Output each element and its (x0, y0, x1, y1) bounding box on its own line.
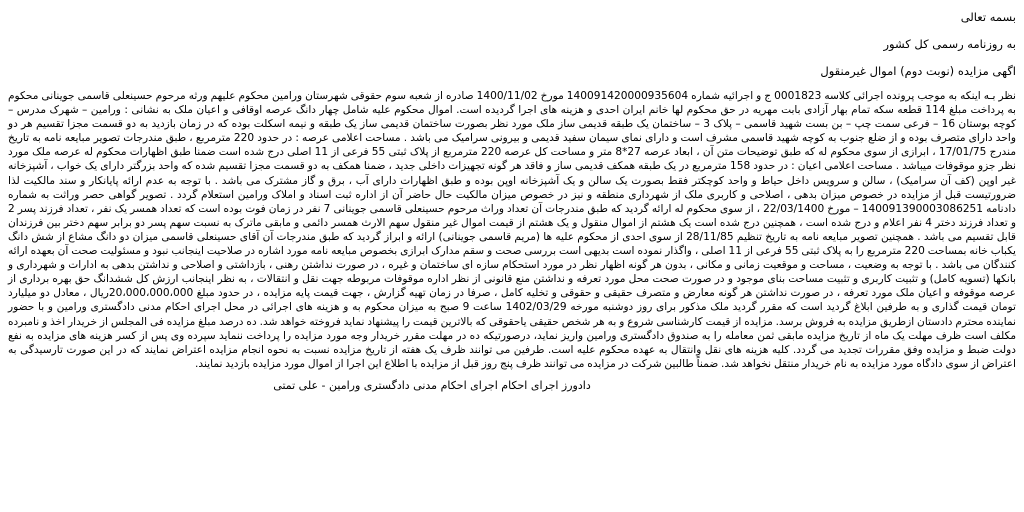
signature-line: دادورز اجرای احکام اجرای احکام مدنی دادگستری ورامین - علی تمتی (273, 378, 591, 392)
newspaper-line: به روزنامه رسمی کل کشور (883, 37, 1016, 51)
notice-paragraph: نظر بـه اینکه به موجب پرونده اجرائی کلاسه 0001823 ج و اجرائیه شماره 140091420000935604 مورخ 1400/11/02 صادره از شعبه سوم حقوقی شهرستان ورامین محکوم علیهم ورثه مرحوم حسینعلی قاسمی جوینانی محکوم به پرداخت مبلغ 114 قطعه سکه تمام بهار آزادی بابت مهریه در حق محکوم لها خانم ایران احدی و هزینه های اجرا گردیده است. اموال محکوم علیه شامل چهار دانگ عرصه اوقافی و اعیان ملک به نشانی : ورامین – شهرک مدرس – کوچه بوستان 16 – فرعی سمت چپ – بن بست شهید قاسمی – پلاک 3 – ساختمان یک طبقه قدیمی ساز ملک مورد نظر بصورت ساختمان قدیمی ساز یک طبقه و نیمه اسکلت بوده که در زمان بازدید به دو قسمت مجزا تقسیم هر دو واحد دارای متصرف بوده و از ضلع جنوب به کوچه شهید قاسمی مشرف است و دارای نمای سیمان سفید قدیمی و بیرونی سرامیک می باشد . مساحت اعلامی عرصه : در حدود 220 مترمربع ، طبق مندرجات تصویر مبایعه نامه به تاریخ مندرج 17/01/75 ، ابرازی از سوی محکوم له که طبق توضیحات متن آن ، ابعاد عرصه 27*8 متر و مساحت کل عرصه 220 مترمربع از پلاک ثبتی 55 فرعی از 11 اصلی درج شده است ضمنا طبق اظهارات محکوم له عرصه ملک مورد نظر جزو موقوفات میباشد . مساحت اعلامی اعیان : در حدود 158 مترمربع در یک طبقه همکف قدیمی ساز و فاقد هر گونه تجهیزات داخلی جدید ، ضمنا همکف به دو قسمت مجزا تقسیم شده که واحد بزرگتر دارای یک خواب ، آشپزخانه غیر اوپن (کف آن سرامیک) ، سالن و سرویس داخل حیاط و واحد کوچکتر فقط بصورت یک سالن و یک آشپزخانه اوپن بوده و طبق اظهارات دارای آب ، برق و گاز مشترک می باشد . با توجه به عدم ارائه پایانکار و سند مالکیت لذا ضرورتیست قبل از مزایده در خصوص میزان بدهی ، اصلاحی و کاربری ملک از شهرداری منطقه و نیز در خصوص میزان مالکیت حال حاضر آن از اداره ثبت اسناد و املاک ورامین استعلام گردد . تصویر گواهی حصر وراثت به شماره دادنامه 140091390003086251 – مورخ 22/03/1400 ، از سوی محکوم له ارائه گردید که طبق مندرجات آن تعداد وراث مرحوم حسینعلی قاسمی جوینانی 7 نفر در زمان فوت بوده است که تعداد همسر یک نفر ، تعداد فرزند پسر 2 و تعداد فرزند دختر 4 نفر اعلام و درج شده است ، همچنین درج شده است یک هشتم از اموال منقول و یک هشتم از قیمت اموال غیر منقول سهم الارث همسر دائمی و مابقی ماترک به نسبت سهم پسر دو برابر سهم دختر بین فرزندان قابل تقسیم می باشد . همچنین تصویر مبایعه نامه به تاریخ تنظیم 28/11/85 از سوی احدی از محکوم علیه ها (مریم قاسمی جوینانی) ارائه و ابراز گردید که طبق مندرجات آن آقای حسینعلی قاسمی میزان دو دانگ مشاع از شش دانگ یکباب خانه بمساحت 220 مترمربع را به پلاک ثبتی 55 فرعی از 11 اصلی ، واگذار نموده است بدیهی است بررسی صحت و سقم مدارک ابرازی بخصوص مبایعه نامه مورد اشاره در صلاحیت اینجانب نبود و مسئولیت صحت آن بعهده ارائه کنندگان می باشد . با توجه به وضعیت ، مساحت و موقعیت زمانی و مکانی ، بدون هر گونه اظهار نظر در مورد استحکام سازه ای ساختمان و غیره ، در صورت نداشتن رهنی ، بازداشتی و اصلاحی و نداشتن بدهی به ادارات و شهرداری و بانکها (تسویه کامل) و تثبیت کاربری و تثبیت مساحت بنای موجود و در صورت صحت محل مورد تعرفه و نداشتن منع قانونی از نظر اداره موقوفات مربوطه جهت نقل و انتقالات ، به نظر اینجانب ارزش کل ششدانگ حق بهره برداری از عرصه موقوفه و اعیان ملک مورد تعرفه ، در صورت نداشتن هر گونه معارض و متصرف حقیقی و حقوقی و تخلیه کامل ، صرفا در زمان تهیه گزارش ، جهت قیمت پایه مزایده ، در حدود مبلغ 20،000،000،000ریال ، معادل دو میلیارد تومان قیمت گذاری و به طرفین ابلاغ گردید است که مقرر گردید ملک مذکور برای روز دوشنبه مورخه 1402/03/29 ساعت 9 صبح به میزان محکوم به و هزینه های اجرائی در محل اجرای احکام مدنی دادگستری ورامین و با حضور نماینده محترم دادستان ازطریق مزایده به فروش برسد. مزایده از قیمت کارشناسی شروع و به هر شخص حقیقی یاحقوقی که بالاترین قیمت را پیشنهاد نماید فروخته خواهد شد. ده درصد مبلغ مزایده فی المجلس از خریدار اخذ و نامبرده مکلف است ظرف مهلت یک ماه از تاریخ مزایده مابقی ثمن معامله را به صندوق دادگستری ورامین واریز نماید، درصورتیکه ده در مهلت مقرر خریدار وجه مورد مزایده را پرداخت ننماید سپرده وی پس از کسر هزینه های مزایده به نفع دولت ضبط و مزایده وفق مقررات تجدید می گردد. کلیه هزینه های نقل وانتقال به عهده محکوم علیه است. طرفین می توانند ظرف یک هفته از تاریخ مزایده نسبت به نحوه انجام مزایده اعتراض نمایند که در این صورت تارسیدگی به اعتراض از سوی دادگاه مورد مزایده به نام خریدار منتقل نخواهد شد. ضمناً طالبین شرکت در مزایده می توانند ظرف پنج روز قبل از مزایده با اطلاع این اجرا از اموال مورد مزایده بازدید نمایند. (8, 90, 1017, 370)
notice-title: اگهی مزایده (نوبت دوم) اموال غیرمنقول (820, 64, 1016, 78)
bismillah-heading: بسمه تعالی (960, 10, 1016, 24)
notice-body (8, 89, 1016, 371)
